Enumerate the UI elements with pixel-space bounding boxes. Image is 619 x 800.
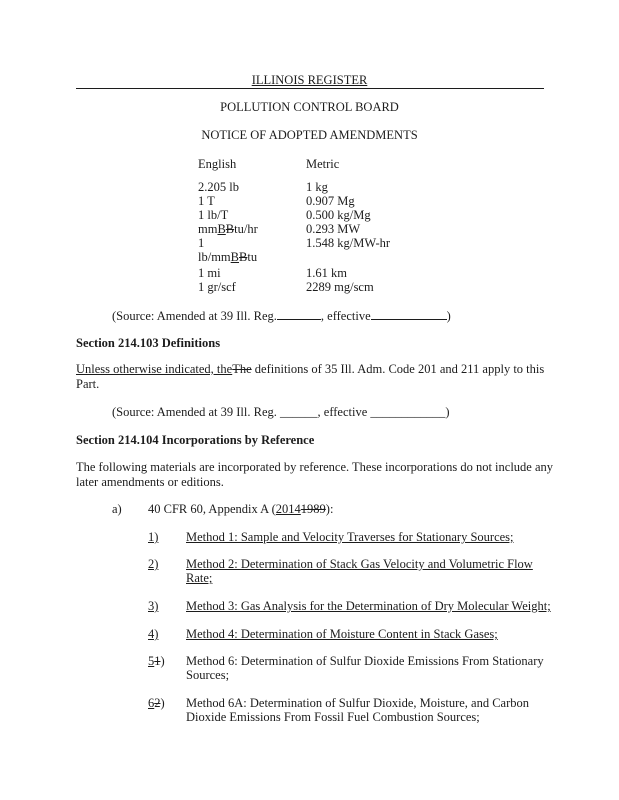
table-cell-english: mmBBtu/hr [198, 222, 258, 236]
header-rule [76, 88, 544, 89]
list-item: Method 2: Determination of Stack Gas Velocity and Volumetric Flow [186, 557, 533, 571]
list-number: 1) [148, 530, 159, 544]
col-header-english: English [198, 157, 237, 171]
col-header-metric: Metric [306, 157, 340, 171]
list-number: 51) [148, 654, 165, 668]
table-cell-metric: 0.907 Mg [306, 194, 355, 208]
list-item: Method 6A: Determination of Sulfur Dioxide, Moisture, and Carbon [186, 696, 529, 710]
list-item-continuation: Rate; [186, 571, 213, 585]
paragraph-continuation: Part. [76, 377, 100, 391]
paragraph: The following materials are incorporated by reference. These incorporations do not include any [76, 460, 554, 474]
paragraph: Unless otherwise indicated, theThe definitions of 35 Ill. Adm. Code 201 and 211 apply to this [76, 362, 545, 376]
list-item: Method 3: Gas Analysis for the Determination of Dry Molecular Weight; [186, 599, 551, 613]
source-note: (Source: Amended at 39 Ill. Reg. , effective ) [112, 309, 451, 323]
table-cell-metric: 2289 mg/scm [306, 280, 374, 294]
register-title: ILLINOIS REGISTER [251, 73, 368, 87]
notice-title: NOTICE OF ADOPTED AMENDMENTS [201, 128, 418, 142]
source-note: (Source: Amended at 39 Ill. Reg. ______, effective ____________) [112, 405, 450, 419]
table-cell-metric: 0.500 kg/Mg [306, 208, 371, 222]
table-cell-metric: 1.61 km [306, 266, 347, 280]
section-heading: Section 214.103 Definitions [76, 336, 221, 350]
list-item: Method 1: Sample and Velocity Traverses for Stationary Sources; [186, 530, 514, 544]
paragraph-continuation: later amendments or editions. [76, 475, 224, 489]
board-title: POLLUTION CONTROL BOARD [220, 100, 399, 114]
table-cell-english: 1 T [198, 194, 215, 208]
table-cell-english: lb/mmBBtu [198, 250, 258, 264]
table-cell-metric: 1 kg [306, 180, 328, 194]
list-item: Method 6: Determination of Sulfur Dioxide Emissions From Stationary [186, 654, 544, 668]
table-cell-english: 1 gr/scf [198, 280, 236, 294]
list-number: 62) [148, 696, 165, 710]
table-cell-english: 2.205 lb [198, 180, 239, 194]
list-number: 3) [148, 599, 159, 613]
list-label: a) [112, 502, 122, 516]
section-heading: Section 214.104 Incorporations by Reference [76, 433, 315, 447]
list-item-continuation: Dioxide Emissions From Fossil Fuel Combustion Sources; [186, 710, 480, 724]
list-number: 2) [148, 557, 159, 571]
table-cell-metric: 1.548 kg/MW-hr [306, 236, 391, 250]
table-cell-metric: 0.293 MW [306, 222, 361, 236]
table-cell-english: 1 lb/T [198, 208, 229, 222]
table-cell-english: 1 mi [198, 266, 221, 280]
list-item-continuation: Sources; [186, 668, 230, 682]
table-cell-english: 1 [198, 236, 205, 250]
list-item: Method 4: Determination of Moisture Content in Stack Gases; [186, 627, 498, 641]
list-item: 40 CFR 60, Appendix A (20141989): [148, 502, 334, 516]
list-number: 4) [148, 627, 159, 641]
